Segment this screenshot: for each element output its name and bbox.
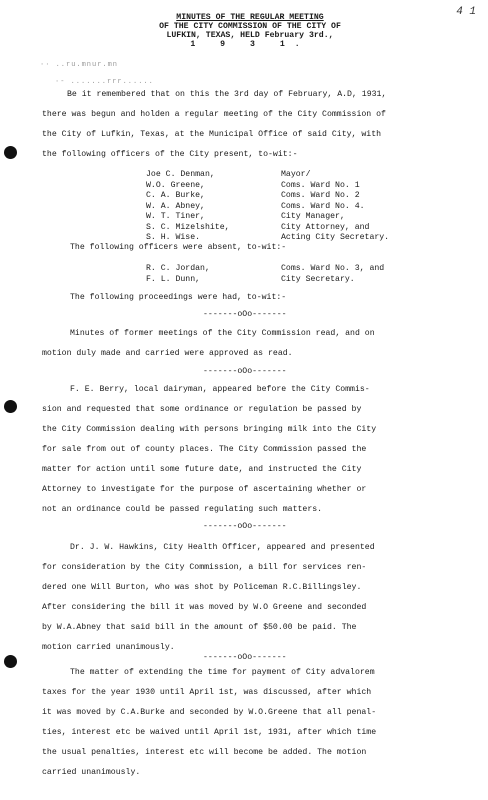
text-line: F. E. Berry, local dairyman, appeared before the City Commis-: [70, 385, 370, 394]
minutes-header: [100, 13, 400, 49]
punch-hole: [4, 655, 17, 668]
text-line: Attorney to investigate for the purpose of ascertaining whether or: [42, 485, 367, 494]
officer-title: Coms. Ward No. 4.: [281, 201, 365, 211]
separator: -------oOo-------: [203, 653, 287, 662]
officer-row: [146, 202, 389, 213]
text-line: for sale from out of county places. The City Commission passed the: [42, 445, 367, 454]
officer-row: [146, 191, 389, 202]
officer-row: [146, 212, 389, 223]
officer-title: Coms. Ward No. 2: [281, 191, 360, 200]
officer-title: City Attorney, and: [281, 222, 370, 232]
text-line: motion duly made and carried were approved as read.: [42, 349, 293, 358]
text-line: ties, interest etc be waived until April 1st, 1931, after which time: [42, 728, 377, 737]
text-line: The following officers were absent, to-wit:-: [70, 243, 287, 252]
officer-title: Mayor/: [281, 170, 311, 179]
separator: -------oOo-------: [203, 310, 287, 319]
text-line: dered one Will Burton, who was shot by Policeman R.C.Billingsley.: [42, 583, 362, 592]
separator: -------oOo-------: [203, 367, 287, 376]
text-line: After considering the bill it was moved by W.O Greene and seconded: [42, 603, 367, 612]
text-line: the following officers of the City present, to-wit:-: [42, 150, 298, 159]
text-line: carried unanimously.: [42, 768, 141, 777]
separator: -------oOo-------: [203, 522, 287, 531]
text-line: motion carried unanimously.: [42, 643, 175, 652]
officer-row: [146, 264, 384, 275]
header-line: LUFKIN, TEXAS, HELD February 3rd.,: [166, 31, 334, 40]
officer-row: [146, 223, 389, 234]
text-line: taxes for the year 1930 until April 1st, was discussed, after which: [42, 688, 372, 697]
officer-title: Acting City Secretary.: [281, 233, 390, 242]
officer-title: City Secretary.: [281, 274, 355, 284]
text-line: sion and requested that some ordinance or regulation be passed by: [42, 405, 362, 414]
text-line: it was moved by C.A.Burke and seconded by W.O.Greene that all penal-: [42, 708, 377, 717]
punch-hole: [4, 400, 17, 413]
punch-hole: [4, 146, 17, 159]
officer-row: [146, 275, 384, 286]
officer-row: [146, 233, 389, 244]
text-line: by W.A.Abney that said bill in the amount of $50.00 be paid. The: [42, 623, 357, 632]
officer-name: S. C. Mizelshite,: [146, 222, 230, 232]
absent-officers-list: [146, 264, 384, 285]
officer-row: [146, 170, 389, 181]
officer-name: S. H. Wise.: [146, 233, 201, 242]
text-line: the City Commission dealing with persons bringing milk into the City: [42, 425, 377, 434]
text-line: The matter of extending the time for payment of City advalorem: [70, 668, 375, 677]
officer-name: W. T. Tiner,: [146, 212, 205, 221]
officer-name: Joe C. Denman,: [146, 170, 215, 179]
text-line: Minutes of former meetings of the City Commission read, and on: [70, 329, 375, 338]
officer-title: Coms. Ward No. 3, and: [281, 264, 385, 273]
officer-name: F. L. Dunn,: [146, 274, 201, 284]
officer-name: W.O. Greene,: [146, 180, 205, 190]
header-line: OF THE CITY COMMISSION OF THE CITY OF: [159, 22, 341, 31]
officer-title: Coms. Ward No. 1: [281, 180, 360, 190]
text-line: Be it remembered that on this the 3rd day of February, A.D, 1931,: [67, 90, 387, 99]
text-line: for consideration by the City Commission, a bill for services ren-: [42, 563, 367, 572]
text-line: the usual penalties, interest etc will become be added. The motion: [42, 748, 367, 757]
officer-title: City Manager,: [281, 212, 345, 221]
text-line: Dr. J. W. Hawkins, City Health Officer, appeared and presented: [70, 543, 375, 552]
present-officers-list: [146, 170, 389, 244]
officer-name: R. C. Jordan,: [146, 264, 210, 273]
corner-page-mark: 4 1: [456, 6, 476, 18]
text-line: matter for action until some future date, and instructed the City: [42, 465, 362, 474]
margin-note: ·· ..ru.mnur.mn: [40, 61, 119, 69]
officer-name: W. A. Abney,: [146, 201, 205, 211]
text-line: not an ordinance could be passed regulating such matters.: [42, 505, 323, 514]
text-line: the City of Lufkin, Texas, at the Municipal Office of said City, with: [42, 130, 382, 139]
text-line: there was begun and holden a regular meeting of the City Commission of: [42, 110, 386, 119]
margin-note: ·- .......rrr......: [55, 78, 154, 86]
officer-name: C. A. Burke,: [146, 191, 205, 200]
header-date: 1 9 3 1.: [190, 40, 310, 49]
officer-row: [146, 181, 389, 192]
header-line: MINUTES OF THE REGULAR MEETING: [176, 13, 324, 22]
text-line: The following proceedings were had, to-wit:-: [70, 293, 287, 302]
